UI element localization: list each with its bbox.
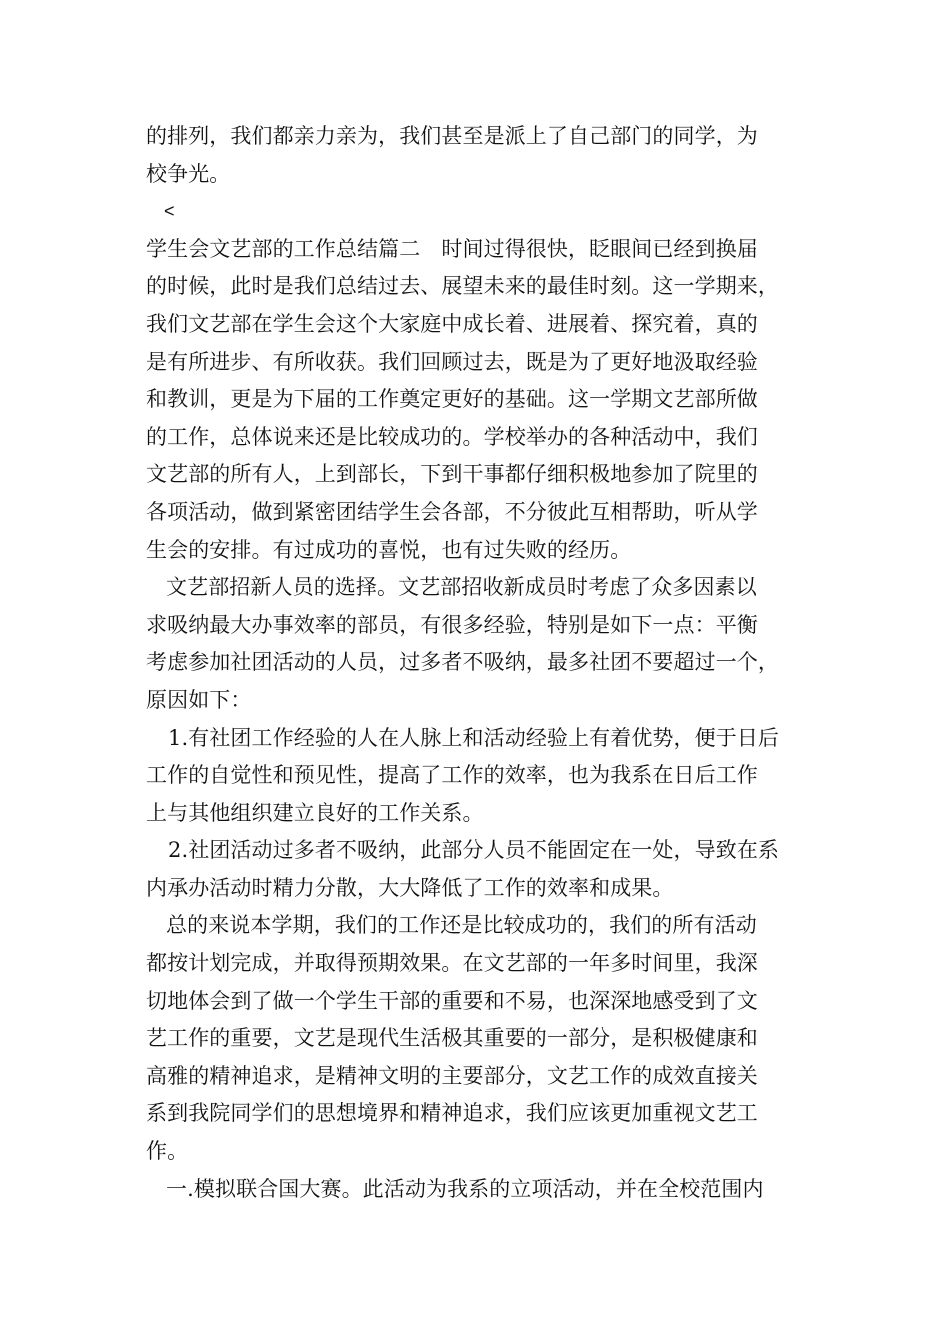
text-line: 生会的安排。有过成功的喜悦，也有过失败的经历。 xyxy=(146,537,632,562)
text-line: 上与其他组织建立良好的工作关系。 xyxy=(146,800,484,825)
text-line: 校争光。 xyxy=(146,161,231,186)
text-line: 文艺部的所有人，上到部长，下到干事都仔细积极地参加了院里的 xyxy=(146,462,758,487)
text-line: 的工作，总体说来还是比较成功的。学校举办的各种活动中，我们 xyxy=(146,424,758,449)
text-line: 高雅的精神追求，是精神文明的主要部分，文艺工作的成效直接关 xyxy=(146,1063,758,1088)
text-line: 的时候，此时是我们总结过去、展望未来的最佳时刻。这一学期来， xyxy=(146,274,779,299)
text-line: 和教训，更是为下届的工作奠定更好的基础。这一学期文艺部所做 xyxy=(146,387,758,412)
text-line: 艺工作的重要，文艺是现代生活极其重要的一部分，是积极健康和 xyxy=(146,1026,758,1051)
text-line: 切地体会到了做一个学生干部的重要和不易，也深深地感受到了文 xyxy=(146,988,758,1013)
document-body xyxy=(146,118,826,1208)
text-line: 都按计划完成，并取得预期效果。在文艺部的一年多时间里，我深 xyxy=(146,951,758,976)
paragraph-start-line: 文艺部招新人员的选择。文艺部招收新成员时考虑了众多因素以 xyxy=(166,575,757,600)
text-line: 的排列，我们都亲力亲为，我们甚至是派上了自己部门的同学，为 xyxy=(146,124,758,148)
list-item-line: 1.有社团工作经验的人在人脉上和活动经验上有着优势，便于日后 xyxy=(168,725,780,750)
section-heading-line: 学生会文艺部的工作总结篇二 时间过得很快，眨眼间已经到换届 xyxy=(146,236,758,261)
list-item-line: 2.社团活动过多者不吸纳，此部分人员不能固定在一处，导致在系 xyxy=(168,838,780,863)
text-line: 是有所进步、有所收获。我们回顾过去，既是为了更好地汲取经验 xyxy=(146,349,758,374)
text-line: 工作的自觉性和预见性，提高了工作的效率，也为我系在日后工作 xyxy=(146,763,758,788)
paragraph-start-line: 总的来说本学期，我们的工作还是比较成功的，我们的所有活动 xyxy=(166,913,757,938)
text-line: 作。 xyxy=(146,1139,189,1164)
text-line: 求吸纳最大办事效率的部员，有很多经验，特别是如下一点：平衡 xyxy=(146,612,758,637)
text-line: 我们文艺部在学生会这个大家庭中成长着、进展着、探究着，真的 xyxy=(146,311,758,336)
text-line: 原因如下： xyxy=(146,687,252,712)
text-line: 各项活动，做到紧密团结学生会各部，不分彼此互相帮助，听从学 xyxy=(146,499,758,524)
text-line: 系到我院同学们的思想境界和精神追求，我们应该更加重视文艺工 xyxy=(146,1101,758,1126)
text-line: 考虑参加社团活动的人员，过多者不吸纳，最多社团不要超过一个， xyxy=(146,650,779,675)
paragraph-start-line: 一.模拟联合国大赛。此活动为我系的立项活动，并在全校范围内 xyxy=(166,1176,764,1201)
text-line: 内承办活动时精力分散，大大降低了工作的效率和成果。 xyxy=(146,875,674,900)
marker-glyph: < xyxy=(164,201,175,222)
